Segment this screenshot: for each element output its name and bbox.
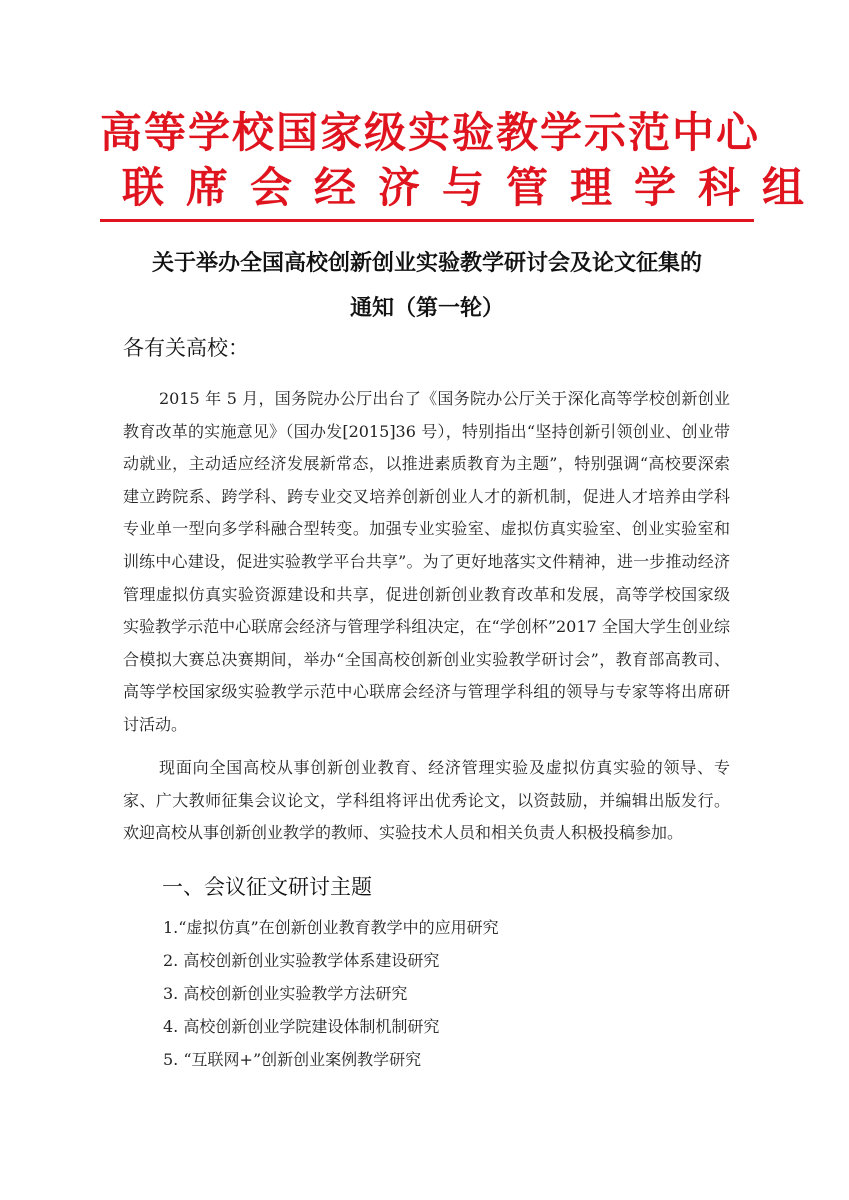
body-paragraph-2: 现面向全国高校从事创新创业教育、经济管理实验及虚拟仿真实验的领导、专家、广大教师征集会议论文，学科组将评出优秀论文，以资鼓励，并编辑出版发行。欢迎高校从事创新创业教学的教师、实验技术人员和相关负责人积极投稿参加。 — [123, 758, 730, 843]
topic-item: 1.“虚拟仿真”在创新创业教育教学中的应用研究 — [163, 918, 499, 937]
salutation: 各有关高校： — [123, 336, 249, 360]
topic-item: 5. “互联网+”创新创业案例教学研究 — [163, 1050, 422, 1069]
notice-title-line-2: 通知（第一轮） — [349, 296, 504, 321]
topic-list — [163, 911, 499, 1076]
masthead-line-2: 联席会经济与管理学科组 — [122, 163, 827, 212]
red-header-rule — [100, 219, 754, 222]
topic-item: 4. 高校创新创业学院建设体制机制研究 — [163, 1017, 440, 1036]
section-heading-topics: 一、会议征文研讨主题 — [162, 875, 372, 899]
body-paragraph-1: 2015 年 5 月，国务院办公厅出台了《国务院办公厅关于深化高等学校创新创业教育改革的实施意见》（国办发[2015]36 号），特别指出“坚持创新引领创业、创业带动就业，主动适应经济发展新常态，以推进素质教育为主题”，特别强调“高校要深索建立跨院系、跨学科、跨专业交叉培养创新创业人才的新机制，促进人才培养由学科专业单一型向多学科融合型转变。加强专业实验室、虚拟仿真实验室、创业实验室和训练中心建设，促进实验教学平台共享”。为了更好地落实文件精神，进一步推动经济管理虚拟仿真实验资源建设和共享，促进创新创业教育改革和发展，高等学校国家级实验教学示范中心联席会经济与管理学科组决定，在“学创杯”2017 全国大学生创业综合模拟大赛总决赛期间，举办“全国高校创新创业实验教学研讨会”，教育部高教司、高等学校国家级实验教学示范中心联席会经济与管理学科组的领导与专家等将出席研讨活动。 — [123, 389, 730, 734]
topic-item: 3. 高校创新创业实验教学方法研究 — [163, 984, 408, 1003]
topic-item: 2. 高校创新创业实验教学体系建设研究 — [163, 951, 440, 970]
masthead-line-1: 高等学校国家级实验教学示范中心 — [100, 108, 761, 157]
notice-title-line-1: 关于举办全国高校创新创业实验教学研讨会及论文征集的 — [151, 251, 702, 276]
